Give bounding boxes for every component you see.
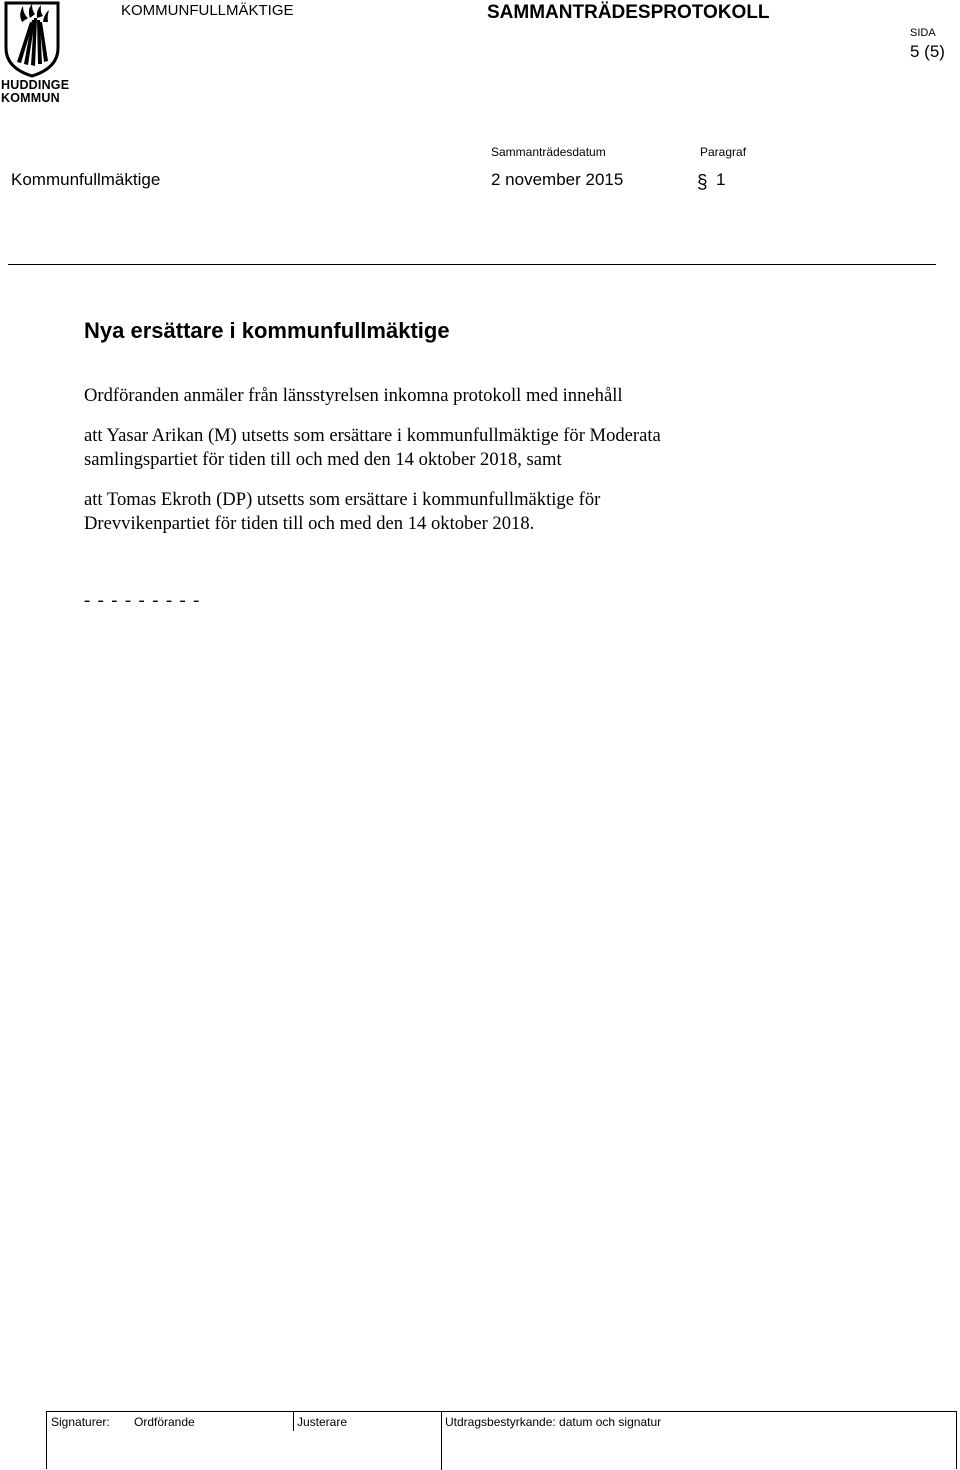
document-type-title: SAMMANTRÄDESPROTOKOLL <box>487 2 770 23</box>
logo-text-huddinge: HUDDINGE <box>1 78 70 92</box>
intro-text: Ordföranden anmäler från länsstyrelsen inkomna protokoll med innehåll <box>84 385 623 406</box>
decision-item-2 <box>84 488 884 536</box>
page-label: SIDA <box>910 27 936 39</box>
item-1-line-2: samlingspartiet för tiden till och med den 14 oktober 2018, samt <box>84 449 562 470</box>
page-number: 5 (5) <box>910 42 945 61</box>
paragraph-number: 1 <box>716 170 726 189</box>
decision-item-1 <box>84 424 884 472</box>
coat-of-arms-icon <box>0 0 64 78</box>
extract-certification-label: Utdragsbestyrkande: datum och signatur <box>445 1415 662 1429</box>
signatures-label: Signaturer: <box>51 1415 110 1429</box>
signature-divider-2 <box>441 1411 442 1470</box>
adjuster-signature-label: Justerare <box>297 1415 348 1429</box>
signature-divider-1 <box>293 1411 294 1431</box>
assembly-name: Kommunfullmäktige <box>11 170 161 189</box>
huddinge-kommun-logo <box>0 0 70 106</box>
section-sign-icon: § <box>697 172 708 193</box>
item-2-line-1: att Tomas Ekroth (DP) utsetts som ersättare i kommunfullmäktige för <box>84 489 601 510</box>
section-title: Nya ersättare i kommunfullmäktige <box>84 318 450 343</box>
meeting-date-label: Sammanträdesdatum <box>491 145 606 159</box>
meeting-date: 2 november 2015 <box>491 170 624 189</box>
paragraph-label: Paragraf <box>700 145 747 159</box>
end-separator: - - - - - - - - - <box>84 590 201 611</box>
header-divider <box>8 264 936 265</box>
intro-paragraph <box>84 384 884 408</box>
chair-signature-label: Ordförande <box>134 1415 195 1429</box>
item-2-line-2: Drevvikenpartiet för tiden till och med den 14 oktober 2018. <box>84 513 535 534</box>
item-1-line-1: att Yasar Arikan (M) utsetts som ersättare i kommunfullmäktige för Moderata <box>84 425 661 446</box>
logo-text-kommun: KOMMUN <box>1 91 60 105</box>
organization-name: KOMMUNFULLMÄKTIGE <box>121 2 294 19</box>
